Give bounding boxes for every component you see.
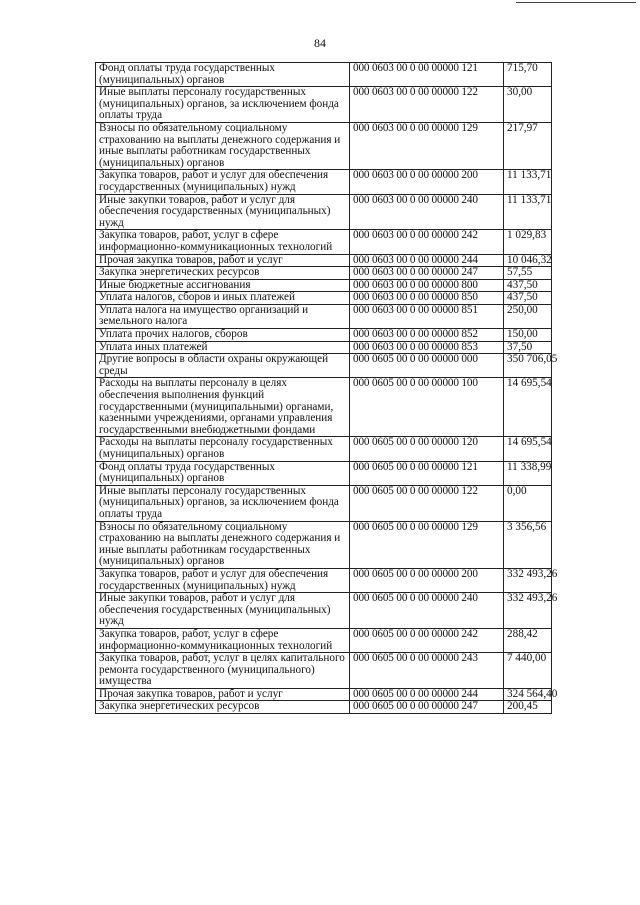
budget-code-cell: 000 0605 00 0 00 00000 242 <box>350 628 504 652</box>
table-row <box>96 437 552 461</box>
budget-code-cell: 000 0605 00 0 00 00000 200 <box>350 568 504 592</box>
amount-cell: 7 440,00 <box>504 653 552 689</box>
expense-name-cell: Уплата иных платежей <box>96 341 350 354</box>
expense-name-cell: Уплата налога на имущество организаций и земельного налога <box>96 304 350 328</box>
table-row <box>96 254 552 267</box>
table-row <box>96 292 552 305</box>
table-row <box>96 653 552 689</box>
amount-cell: 332 493,26 <box>504 593 552 629</box>
table-row <box>96 279 552 292</box>
page-number: 84 <box>314 36 326 50</box>
expense-name-cell: Расходы на выплаты персоналу государственных (муниципальных) органов <box>96 437 350 461</box>
budget-code-cell: 000 0603 00 0 00 00000 800 <box>350 279 504 292</box>
budget-code-cell: 000 0603 00 0 00 00000 121 <box>350 63 504 87</box>
expense-name-cell: Закупка товаров, работ, услуг в целях капитального ремонта государственного (муниципального) имущества <box>96 653 350 689</box>
amount-cell: 3 356,56 <box>504 521 552 568</box>
table-row <box>96 170 552 194</box>
expense-name-cell: Иные бюджетные ассигнования <box>96 279 350 292</box>
amount-cell: 437,50 <box>504 292 552 305</box>
table-row <box>96 341 552 354</box>
table-row <box>96 304 552 328</box>
budget-code-cell: 000 0605 00 0 00 00000 121 <box>350 461 504 485</box>
expense-name-cell: Иные закупки товаров, работ и услуг для обеспечения государственных (муниципальных) нужд <box>96 194 350 230</box>
expense-name-cell: Прочая закупка товаров, работ и услуг <box>96 254 350 267</box>
budget-table <box>95 62 558 714</box>
budget-table-body <box>96 62 558 714</box>
budget-code-cell: 000 0603 00 0 00 00000 122 <box>350 87 504 123</box>
amount-cell: 0,00 <box>504 485 552 521</box>
amount-cell: 14 695,54 <box>504 378 552 437</box>
table-row <box>96 230 552 254</box>
amount-cell: 715,70 <box>504 63 552 87</box>
expense-name-cell: Закупка товаров, работ и услуг для обеспечения государственных (муниципальных) нужд <box>96 170 350 194</box>
table-row <box>96 461 552 485</box>
budget-code-cell: 000 0603 00 0 00 00000 850 <box>350 292 504 305</box>
table-row <box>96 521 552 568</box>
budget-code-cell: 000 0605 00 0 00 00000 122 <box>350 485 504 521</box>
table-row <box>96 688 552 701</box>
budget-code-cell: 000 0603 00 0 00 00000 247 <box>350 267 504 280</box>
amount-cell: 350 706,05 <box>504 354 552 378</box>
expense-name-cell: Прочая закупка товаров, работ и услуг <box>96 688 350 701</box>
expense-name-cell: Фонд оплаты труда государственных (муниципальных) органов <box>96 63 350 87</box>
budget-code-cell: 000 0605 00 0 00 00000 100 <box>350 378 504 437</box>
budget-code-cell: 000 0605 00 0 00 00000 120 <box>350 437 504 461</box>
budget-code-cell: 000 0603 00 0 00 00000 240 <box>350 194 504 230</box>
budget-code-cell: 000 0605 00 0 00 00000 243 <box>350 653 504 689</box>
expense-name-cell: Взносы по обязательному социальному страхованию на выплаты денежного содержания и иные выплаты работникам государственных (муниципальных) органов <box>96 122 350 169</box>
budget-code-cell: 000 0603 00 0 00 00000 852 <box>350 329 504 342</box>
table-row <box>96 701 552 714</box>
amount-cell: 37,50 <box>504 341 552 354</box>
table-row <box>96 63 552 87</box>
expense-name-cell: Фонд оплаты труда государственных (муниципальных) органов <box>96 461 350 485</box>
amount-cell: 11 338,99 <box>504 461 552 485</box>
amount-cell: 1 029,83 <box>504 230 552 254</box>
expense-name-cell: Закупка товаров, работ, услуг в сфере информационно-коммуникационных технологий <box>96 230 350 254</box>
amount-cell: 57,55 <box>504 267 552 280</box>
budget-code-cell: 000 0603 00 0 00 00000 244 <box>350 254 504 267</box>
budget-code-cell: 000 0603 00 0 00 00000 200 <box>350 170 504 194</box>
expense-name-cell: Другие вопросы в области охраны окружающей среды <box>96 354 350 378</box>
amount-cell: 150,00 <box>504 329 552 342</box>
table-row <box>96 194 552 230</box>
budget-code-cell: 000 0605 00 0 00 00000 244 <box>350 688 504 701</box>
table-row <box>96 267 552 280</box>
amount-cell: 250,00 <box>504 304 552 328</box>
amount-cell: 217,97 <box>504 122 552 169</box>
budget-code-cell: 000 0605 00 0 00 00000 240 <box>350 593 504 629</box>
expense-name-cell: Закупка товаров, работ, услуг в сфере информационно-коммуникационных технологий <box>96 628 350 652</box>
table-row <box>96 485 552 521</box>
budget-code-cell: 000 0603 00 0 00 00000 851 <box>350 304 504 328</box>
budget-code-cell: 000 0605 00 0 00 00000 129 <box>350 521 504 568</box>
expense-name-cell: Закупка энергетических ресурсов <box>96 701 350 714</box>
budget-code-cell: 000 0605 00 0 00 00000 000 <box>350 354 504 378</box>
table-row <box>96 593 552 629</box>
budget-code-cell: 000 0603 00 0 00 00000 129 <box>350 122 504 169</box>
amount-cell: 200,45 <box>504 701 552 714</box>
expense-name-cell: Закупка товаров, работ и услуг для обеспечения государственных (муниципальных) нужд <box>96 568 350 592</box>
expense-name-cell: Уплата налогов, сборов и иных платежей <box>96 292 350 305</box>
amount-cell: 11 133,71 <box>504 194 552 230</box>
budget-code-cell: 000 0605 00 0 00 00000 247 <box>350 701 504 714</box>
table-row <box>96 87 552 123</box>
expense-name-cell: Расходы на выплаты персоналу в целях обеспечения выполнения функций государственными (муниципальными) органами, казенными учреждениями, органами управления государственными внебюджетными фондами <box>96 378 350 437</box>
table-row <box>96 628 552 652</box>
table-row <box>96 122 552 169</box>
expense-name-cell: Взносы по обязательному социальному страхованию на выплаты денежного содержания и иные выплаты работникам государственных (муниципальных) органов <box>96 521 350 568</box>
table-row <box>96 329 552 342</box>
table-row <box>96 378 552 437</box>
table-row <box>96 568 552 592</box>
budget-code-cell: 000 0603 00 0 00 00000 853 <box>350 341 504 354</box>
expense-name-cell: Иные выплаты персоналу государственных (муниципальных) органов, за исключением фонда оплаты труда <box>96 87 350 123</box>
expense-name-cell: Иные закупки товаров, работ и услуг для обеспечения государственных (муниципальных) нужд <box>96 593 350 629</box>
amount-cell: 332 493,26 <box>504 568 552 592</box>
amount-cell: 11 133,71 <box>504 170 552 194</box>
budget-code-cell: 000 0603 00 0 00 00000 242 <box>350 230 504 254</box>
amount-cell: 437,50 <box>504 279 552 292</box>
amount-cell: 10 046,32 <box>504 254 552 267</box>
expense-name-cell: Закупка энергетических ресурсов <box>96 267 350 280</box>
amount-cell: 288,42 <box>504 628 552 652</box>
expense-name-cell: Уплата прочих налогов, сборов <box>96 329 350 342</box>
amount-cell: 14 695,54 <box>504 437 552 461</box>
amount-cell: 324 564,40 <box>504 688 552 701</box>
table-row <box>96 354 552 378</box>
top-rule <box>516 2 636 3</box>
amount-cell: 30,00 <box>504 87 552 123</box>
expense-name-cell: Иные выплаты персоналу государственных (муниципальных) органов, за исключением фонда оплаты труда <box>96 485 350 521</box>
